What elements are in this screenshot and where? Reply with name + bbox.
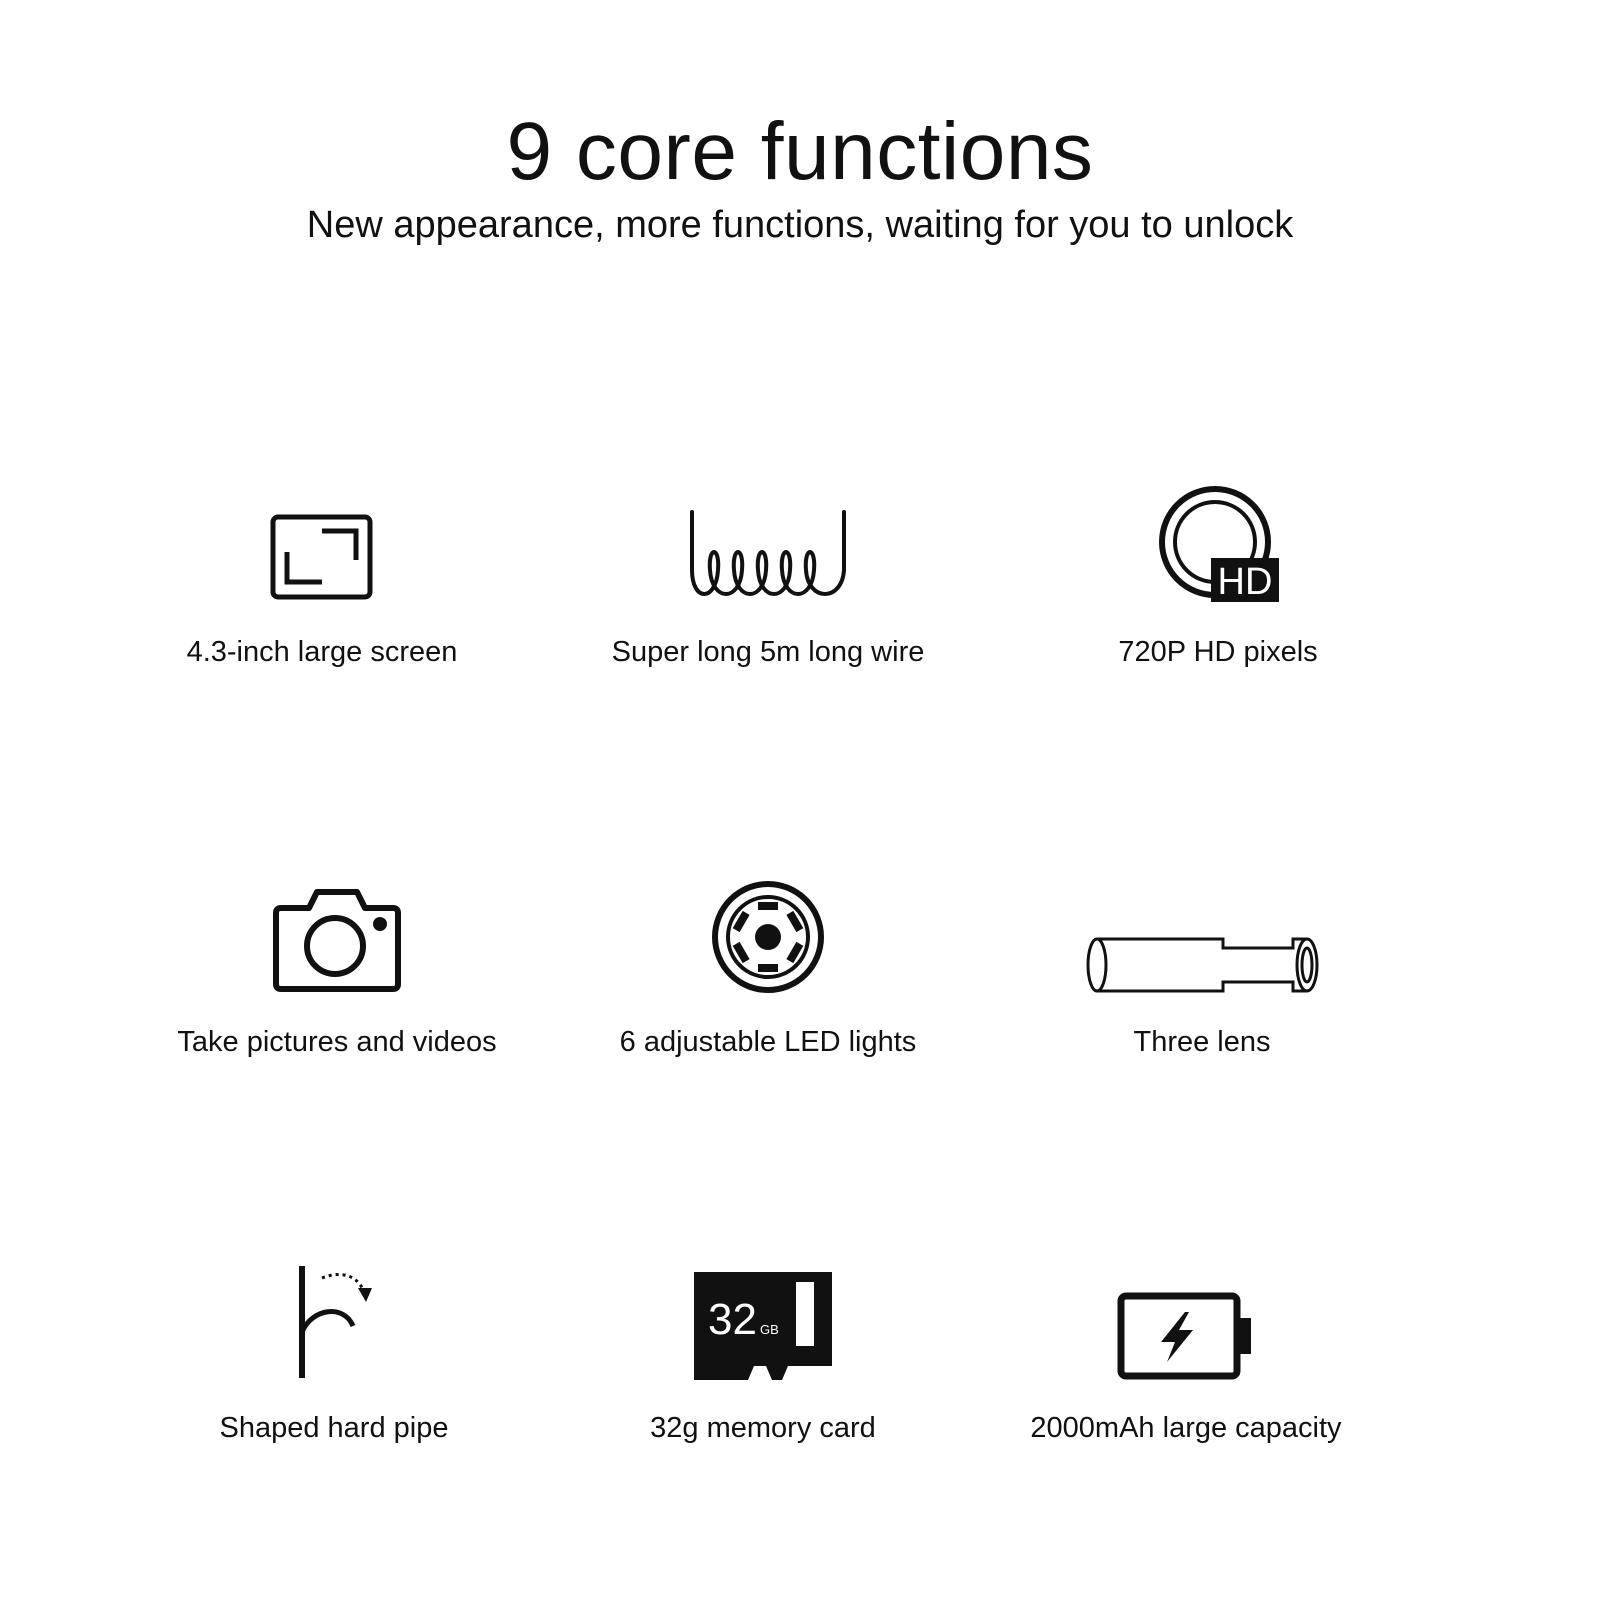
bent-pipe-icon [114, 1262, 554, 1380]
card-unit-text: GB [760, 1322, 779, 1337]
page-title: 9 core functions [506, 106, 1094, 197]
feature-label: 6 adjustable LED lights [619, 1026, 917, 1058]
feature-label: Shaped hard pipe [219, 1412, 449, 1444]
led-lights-icon [548, 880, 988, 994]
screen-icon [102, 480, 542, 600]
coiled-wire-icon [548, 480, 988, 602]
camera-icon [117, 880, 557, 994]
card-capacity-text: 32 [708, 1295, 757, 1344]
feature-label: Take pictures and videos [177, 1026, 497, 1058]
battery-icon [966, 1262, 1406, 1380]
feature-label: 720P HD pixels [1118, 636, 1318, 668]
feature-label: 32g memory card [650, 1412, 876, 1444]
feature-label: 4.3-inch large screen [186, 636, 458, 668]
memory-card-icon [543, 1262, 983, 1380]
feature-label: Super long 5m long wire [611, 636, 925, 668]
hd-badge-text: HD [1217, 561, 1273, 603]
hd-lens-icon [998, 480, 1438, 602]
lens-tube-icon [982, 880, 1422, 994]
feature-label: 2000mAh large capacity [1030, 1412, 1342, 1444]
feature-label: Three lens [1133, 1026, 1271, 1058]
page-subtitle: New appearance, more functions, waiting for you to unlock [306, 204, 1294, 246]
